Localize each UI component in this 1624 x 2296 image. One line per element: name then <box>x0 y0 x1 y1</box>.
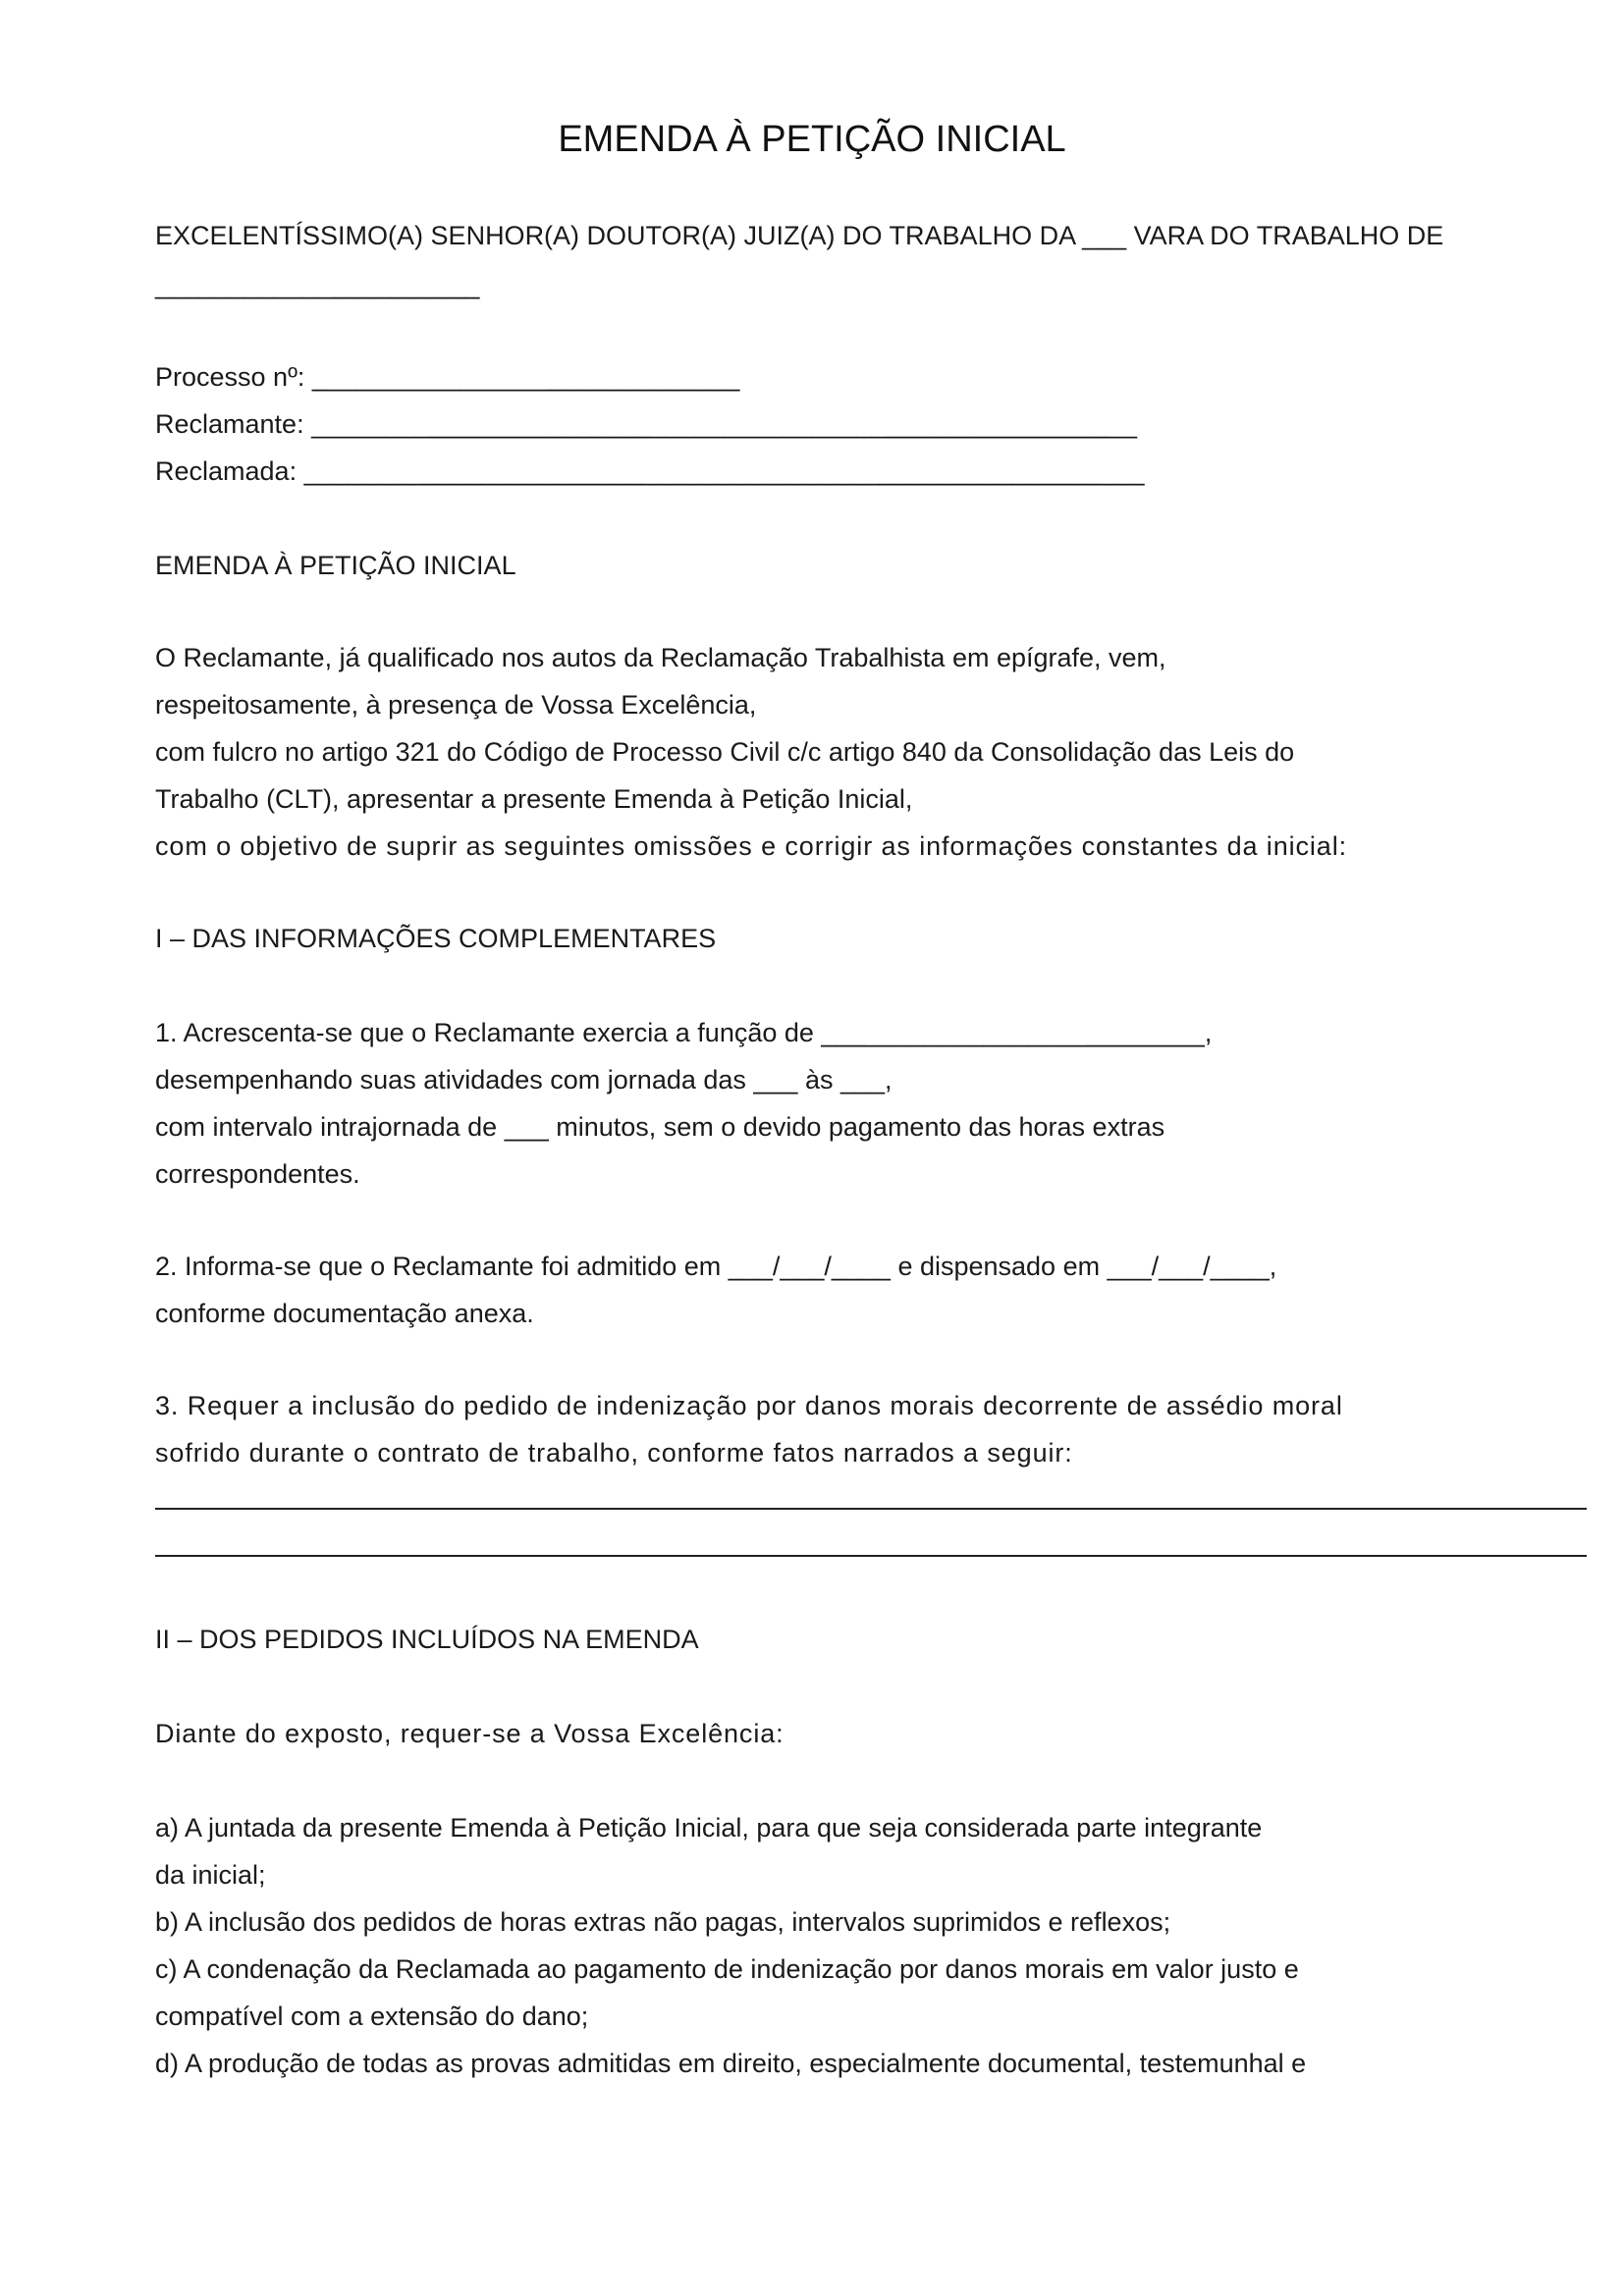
addressee-line-1: EXCELENTÍSSIMO(A) SENHOR(A) DOUTOR(A) JUIZ(A) DO TRABALHO DA ___ VARA DO TRABALHO DE <box>155 221 1444 250</box>
item-1-line: desempenhando suas atividades com jornada das ___ às ___, <box>155 1065 893 1095</box>
intro-line: com fulcro no artigo 321 do Código de Processo Civil c/c artigo 840 da Consolidação das Leis do <box>155 737 1295 767</box>
item-2-line: 2. Informa-se que o Reclamante foi admitido em ___/___/____ e dispensado em ___/___/____, <box>155 1252 1277 1281</box>
section-2-heading: II – DOS PEDIDOS INCLUÍDOS NA EMENDA <box>155 1625 699 1654</box>
intro-line: com o objetivo de suprir as seguintes omissões e corrigir as informações constantes da inicial: <box>155 831 1348 861</box>
item-1-line: correspondentes. <box>155 1159 360 1189</box>
request-line: da inicial; <box>155 1860 266 1890</box>
request-line: a) A juntada da presente Emenda à Petição Inicial, para que seja considerada parte integrante <box>155 1813 1263 1842</box>
item-1-line: com intervalo intrajornada de ___ minutos, sem o devido pagamento das horas extras <box>155 1112 1165 1142</box>
blank-fill-line <box>155 1508 1587 1510</box>
item-3-line: 3. Requer a inclusão do pedido de indenização por danos morais decorrente de assédio moral <box>155 1391 1343 1420</box>
intro-line: Trabalho (CLT), apresentar a presente Emenda à Petição Inicial, <box>155 784 913 814</box>
requests-lead: Diante do exposto, requer-se a Vossa Excelência: <box>155 1719 785 1748</box>
reclamada-field: Reclamada: _________________________________________________________ <box>155 456 1145 486</box>
blank-fill-line <box>155 1555 1587 1557</box>
item-3-line: sofrido durante o contrato de trabalho, conforme fatos narrados a seguir: <box>155 1438 1073 1468</box>
section-subtitle: EMENDA À PETIÇÃO INICIAL <box>155 551 516 580</box>
item-2-line: conforme documentação anexa. <box>155 1299 534 1328</box>
request-line: b) A inclusão dos pedidos de horas extras não pagas, intervalos suprimidos e reflexos; <box>155 1907 1171 1937</box>
intro-line: O Reclamante, já qualificado nos autos da Reclamação Trabalhista em epígrafe, vem, <box>155 643 1166 672</box>
processo-field: Processo nº: _____________________________ <box>155 362 740 392</box>
addressee-line-2: ______________________ <box>155 270 480 299</box>
reclamante-field: Reclamante: ________________________________________________________ <box>155 409 1137 439</box>
request-line: d) A produção de todas as provas admitidas em direito, especialmente documental, testemunhal e <box>155 2049 1307 2078</box>
document-title: EMENDA À PETIÇÃO INICIAL <box>558 119 1066 160</box>
item-1-line: 1. Acrescenta-se que o Reclamante exercia a função de __________________________, <box>155 1018 1213 1047</box>
intro-line: respeitosamente, à presença de Vossa Excelência, <box>155 690 757 720</box>
section-1-heading: I – DAS INFORMAÇÕES COMPLEMENTARES <box>155 924 717 953</box>
request-line: compatível com a extensão do dano; <box>155 2002 589 2031</box>
request-line: c) A condenação da Reclamada ao pagamento de indenização por danos morais em valor justo e <box>155 1954 1299 1984</box>
